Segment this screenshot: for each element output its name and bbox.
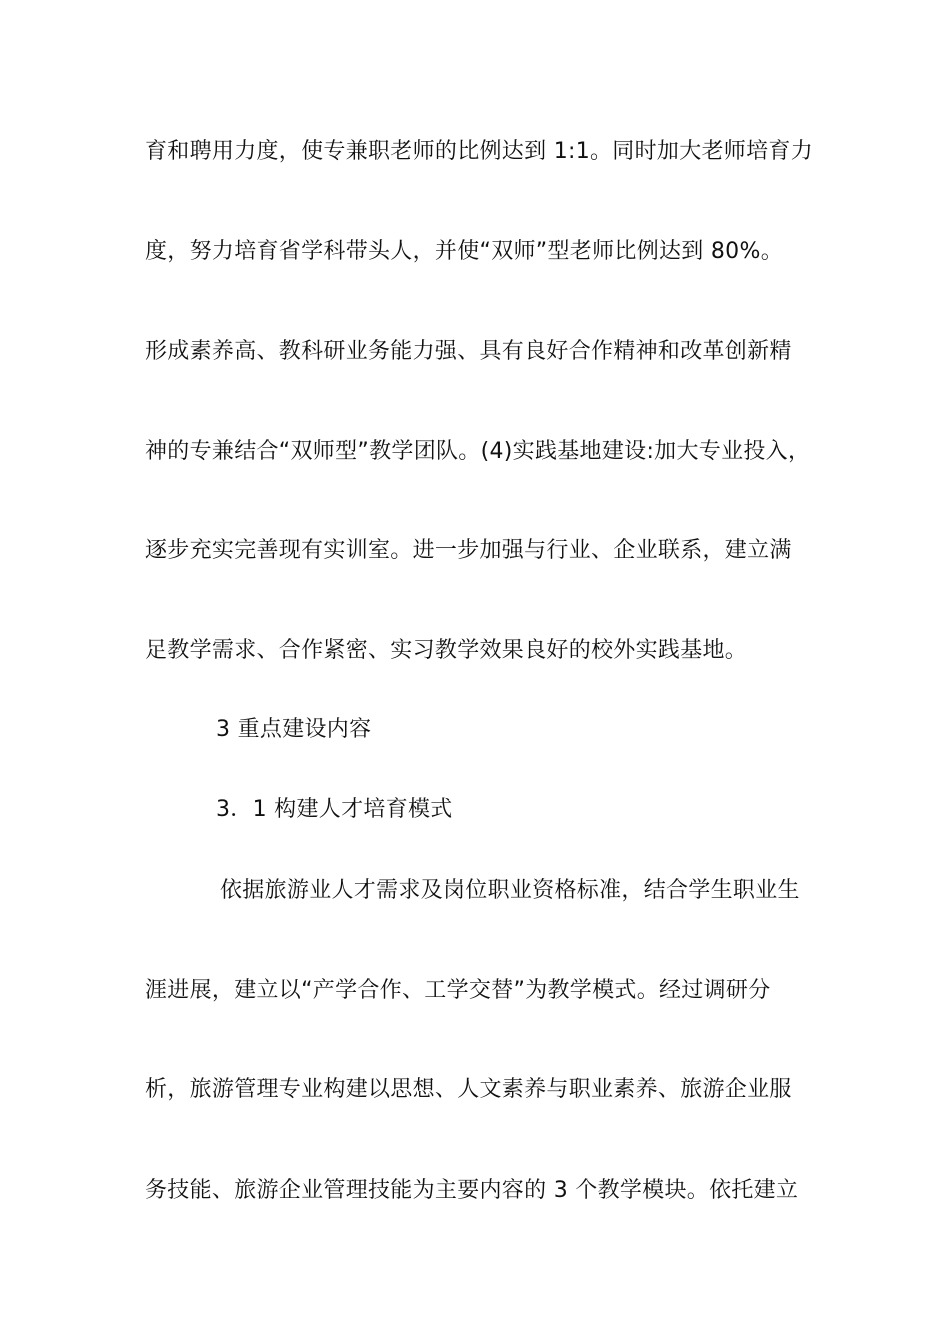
section-heading-3: 3 重点建设内容: [216, 717, 372, 742]
paragraph2-line-3: 析，旅游管理专业构建以思想、人文素养与职业素养、旅游企业服: [145, 1077, 792, 1102]
paragraph2-line-4: 务技能、旅游企业管理技能为主要内容的 3 个教学模块。依托建立: [145, 1178, 799, 1203]
paragraph-line-3: 形成素养高、教科研业务能力强、具有良好合作精神和改革创新精: [145, 339, 792, 364]
paragraph-line-4: 神的专兼结合“双师型”教学团队。(4)实践基地建设:加大专业投入，: [145, 439, 811, 464]
paragraph2-line-1: 依据旅游业人才需求及岗位职业资格标准，结合学生职业生: [220, 878, 800, 903]
paragraph2-line-2: 涯进展，建立以“产学合作、工学交替”为教学模式。经过调研分: [145, 978, 771, 1003]
paragraph-line-5: 逐步充实完善现有实训室。进一步加强与行业、企业联系，建立满: [145, 538, 792, 563]
paragraph-line-1: 育和聘用力度，使专兼职老师的比例达到 1:1。同时加大老师培育力: [145, 139, 814, 164]
paragraph-line-2: 度，努力培育省学科带头人，并使“双师”型老师比例达到 80%。: [145, 239, 783, 264]
section-heading-3-1: 3．1 构建人才培育模式: [216, 797, 453, 822]
paragraph-line-6: 足教学需求、合作紧密、实习教学效果良好的校外实践基地。: [145, 638, 748, 663]
